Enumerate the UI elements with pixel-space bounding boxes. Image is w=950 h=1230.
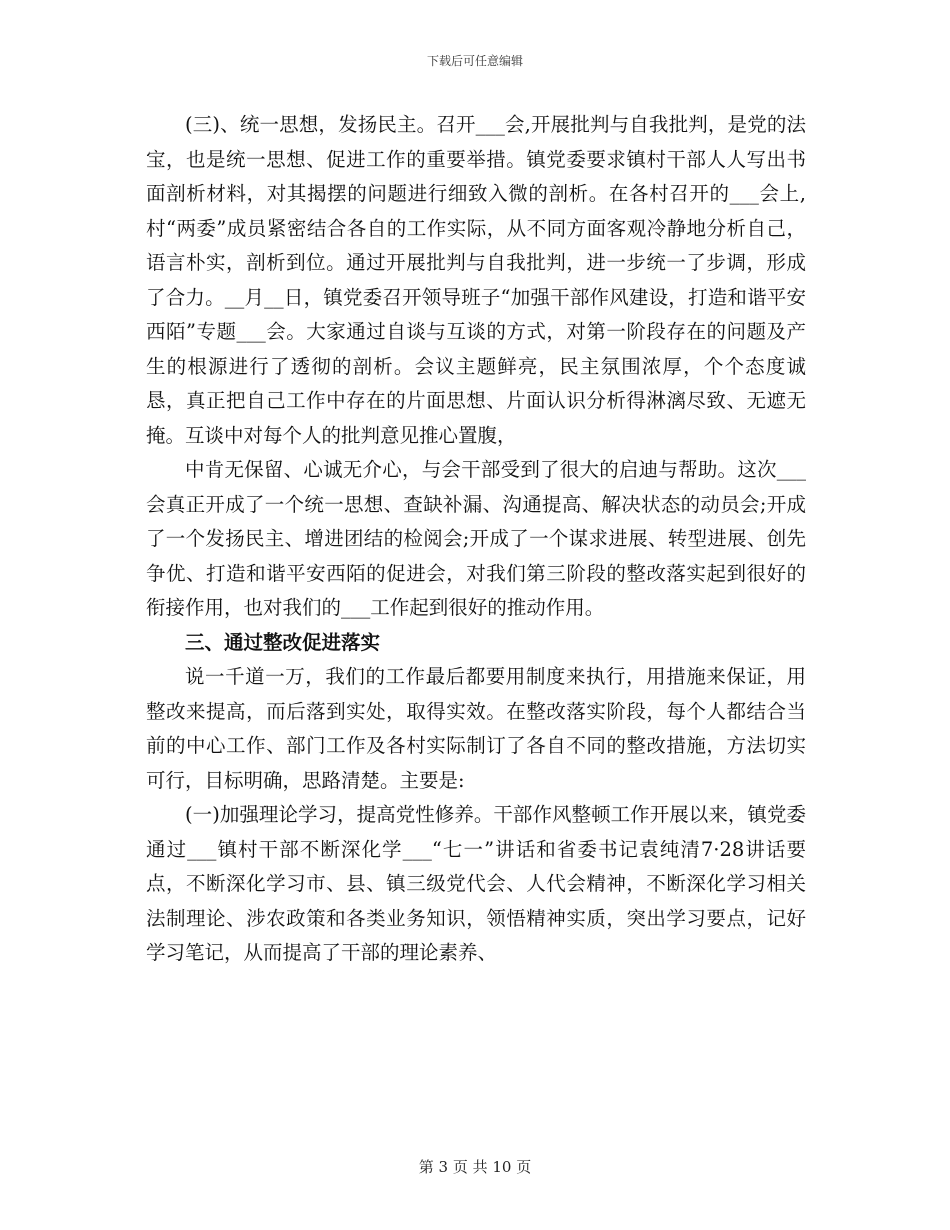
section-heading: 三、通过整改促进落实 [185,630,381,654]
page-number: 第 3 页 共 10 页 [418,1158,532,1176]
paragraph: (三)、统一思想，发扬民主。召开___会,开展批判与自我批判，是党的法宝，也是统一思想、促进工作的重要举措。镇党委要求镇村干部人人写出书面剖析材料，对其揭摆的问题进行细致入微的剖析。在各村召开的___会上,村“两委”成员紧密结合各自的工作实际，从不同方面客观冷静地分析自己，语言朴实，剖析到位。通过开展批判与自我批判，进一步统一了步调，形成了合力。__月__日，镇党委召开领导班子“加强干部作风建设，打造和谐平安西陌”专题___会。大家通过自谈与互谈的方式，对第一阶段存在的问题及产生的根源进行了透彻的剖析。会议主题鲜亮，民主氛围浓厚，个个态度诚恳，真正把自己工作中存在的片面思想、片面认识分析得淋漓尽致、无遮无掩。互谈中对每个人的批判意见推心置腹， [146,113,806,447]
document-body [146,108,806,971]
paragraph: 说一千道一万，我们的工作最后都要用制度来执行，用措施来保证，用整改来提高，而后落到实处，取得实效。在整改落实阶段，每个人都结合当前的中心工作、部门工作及各村实际制订了各自不同的整改措施，方法切实可行，目标明确，思路清楚。主要是: [146,665,806,792]
paragraph: (一)加强理论学习，提高党性修养。干部作风整顿工作开展以来，镇党委通过___镇村干部不断深化学___“七一”讲话和省委书记袁纯清7·28讲话要点，不断深化学习市、县、镇三级党代会、人代会精神，不断深化学习相关法制理论、涉农政策和各类业务知识，领悟精神实质，突出学习要点，记好学习笔记，从而提高了干部的理论素养、 [146,803,806,964]
paragraph: 中肯无保留、心诚无介心，与会干部受到了很大的启迪与帮助。这次___会真正开成了一个统一思想、查缺补漏、沟通提高、解决状态的动员会;开成了一个发扬民主、增进团结的检阅会;开成了一个谋求进展、转型进展、创先争优、打造和谐平安西陌的促进会，对我们第三阶段的整改落实起到很好的衔接作用，也对我们的___工作起到很好的推动作用。 [146,458,806,619]
page-header: 下载后可任意编辑 [426,54,523,68]
